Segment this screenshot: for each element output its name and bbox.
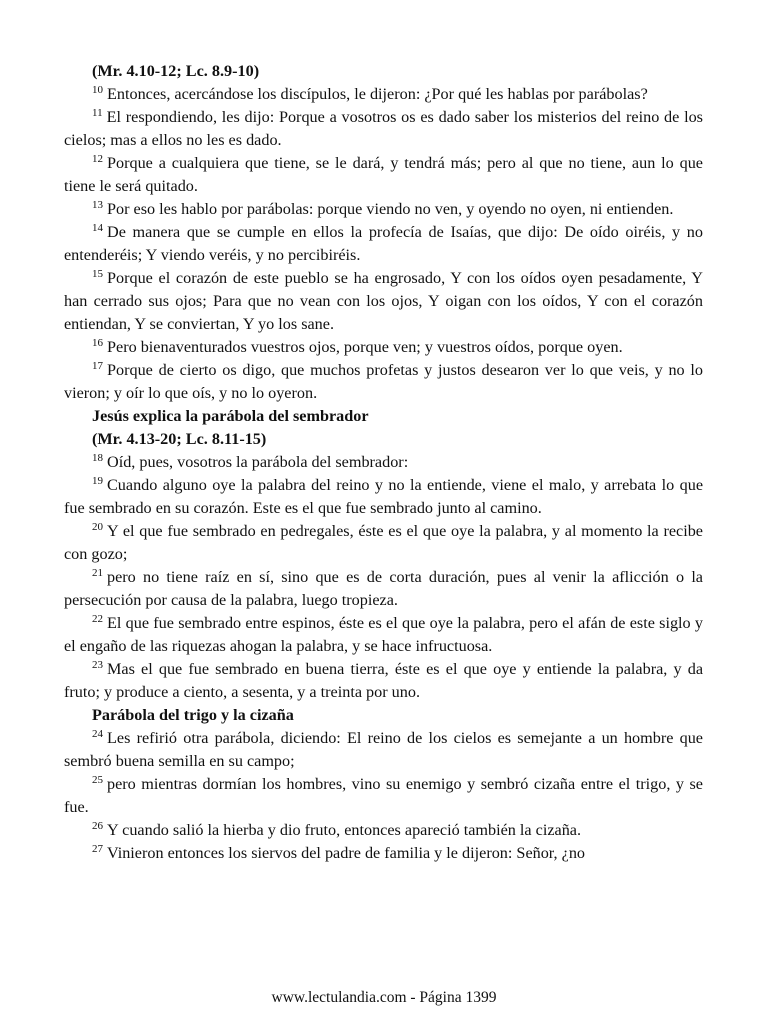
verse-13 <box>64 198 703 221</box>
verse-24 <box>64 727 703 773</box>
verse-14 <box>64 221 703 267</box>
page-body <box>64 60 703 865</box>
verse-16 <box>64 336 703 359</box>
verse-text: Porque de cierto os digo, que muchos profetas y justos desearon ver lo que veis, y no lo vieron; y oír lo que oís, y no lo oyeron. <box>64 361 703 402</box>
verse-text: pero mientras dormían los hombres, vino su enemigo y sembró cizaña entre el trigo, y se fue. <box>64 775 703 816</box>
verse-text: Entonces, acercándose los discípulos, le dijeron: ¿Por qué les hablas por parábolas? <box>107 85 648 103</box>
page-footer: www.lectulandia.com - Página 1399 <box>271 989 497 1006</box>
verse-text: Y cuando salió la hierba y dio fruto, entonces apareció también la cizaña. <box>107 821 582 839</box>
verse-15 <box>64 267 703 336</box>
verse-text: Cuando alguno oye la palabra del reino y no la entiende, viene el malo, y arrebata lo que fue sembrado en su corazón. Este es el que fue sembrado junto al camino. <box>64 476 703 517</box>
verse-17 <box>64 359 703 405</box>
verse-number: 13 <box>92 199 103 211</box>
verse-26 <box>64 819 703 842</box>
verse-text: De manera que se cumple en ellos la profecía de Isaías, que dijo: De oído oiréis, y no entenderéis; Y viendo veréis, y no percibiréis. <box>64 223 703 264</box>
verse-text: pero no tiene raíz en sí, sino que es de corta duración, pues al venir la aflicción o la persecución por causa de la palabra, luego tropieza. <box>64 568 703 609</box>
verse-10 <box>64 83 703 106</box>
verse-number: 10 <box>92 84 103 96</box>
cross-reference-heading: (Mr. 4.13-20; Lc. 8.11-15) <box>92 430 267 448</box>
verse-18 <box>64 451 703 474</box>
section-heading: Jesús explica la parábola del sembrador <box>92 407 369 425</box>
verse-text: El respondiendo, les dijo: Porque a vosotros os es dado saber los misterios del reino de los cielos; mas a ellos no les es dado. <box>64 108 703 149</box>
verse-22 <box>64 612 703 658</box>
verse-number: 18 <box>92 452 103 464</box>
verse-number: 14 <box>92 222 103 234</box>
verse-21 <box>64 566 703 612</box>
verse-text: Mas el que fue sembrado en buena tierra, éste es el que oye y entiende la palabra, y da fruto; y produce a ciento, a sesenta, y a treinta por uno. <box>64 660 703 701</box>
verse-text: Y el que fue sembrado en pedregales, éste es el que oye la palabra, y al momento la recibe con gozo; <box>64 522 703 563</box>
verse-number: 26 <box>92 820 103 832</box>
verse-23 <box>64 658 703 704</box>
verse-text: Vinieron entonces los siervos del padre de familia y le dijeron: Señor, ¿no <box>107 844 586 862</box>
verse-text: Oíd, pues, vosotros la parábola del sembrador: <box>107 453 409 471</box>
section-heading: Parábola del trigo y la cizaña <box>92 706 294 724</box>
verse-number: 12 <box>92 153 103 165</box>
verse-25 <box>64 773 703 819</box>
verse-12 <box>64 152 703 198</box>
verse-number: 11 <box>92 107 103 119</box>
verse-text: Porque a cualquiera que tiene, se le dará, y tendrá más; pero al que no tiene, aun lo que tiene le será quitado. <box>64 154 703 195</box>
verse-19 <box>64 474 703 520</box>
verse-text: Por eso les hablo por parábolas: porque viendo no ven, y oyendo no oyen, ni entienden. <box>107 200 674 218</box>
verse-27 <box>64 842 703 865</box>
verse-text: Pero bienaventurados vuestros ojos, porque ven; y vuestros oídos, porque oyen. <box>107 338 623 356</box>
verse-11 <box>64 106 703 152</box>
verse-number: 22 <box>92 613 103 625</box>
verse-number: 23 <box>92 659 103 671</box>
verse-number: 17 <box>92 360 103 372</box>
verse-number: 21 <box>92 567 103 579</box>
verse-number: 15 <box>92 268 103 280</box>
verse-number: 16 <box>92 337 103 349</box>
cross-reference-heading: (Mr. 4.10-12; Lc. 8.9-10) <box>92 62 260 80</box>
verse-text: El que fue sembrado entre espinos, éste es el que oye la palabra, pero el afán de este siglo y el engaño de las riquezas ahogan la palabra, y se hace infructuosa. <box>64 614 703 655</box>
verse-number: 19 <box>92 475 103 487</box>
verse-20 <box>64 520 703 566</box>
verse-number: 20 <box>92 521 103 533</box>
verse-number: 24 <box>92 728 103 740</box>
verse-number: 25 <box>92 774 103 786</box>
verse-text: Les refirió otra parábola, diciendo: El reino de los cielos es semejante a un hombre que sembró buena semilla en su campo; <box>64 729 703 770</box>
verse-text: Porque el corazón de este pueblo se ha engrosado, Y con los oídos oyen pesadamente, Y han cerrado sus ojos; Para que no vean con los ojos, Y oigan con los oídos, Y con el corazón entiendan, Y se conviertan, Y yo los sane. <box>64 269 703 333</box>
verse-number: 27 <box>92 843 103 855</box>
